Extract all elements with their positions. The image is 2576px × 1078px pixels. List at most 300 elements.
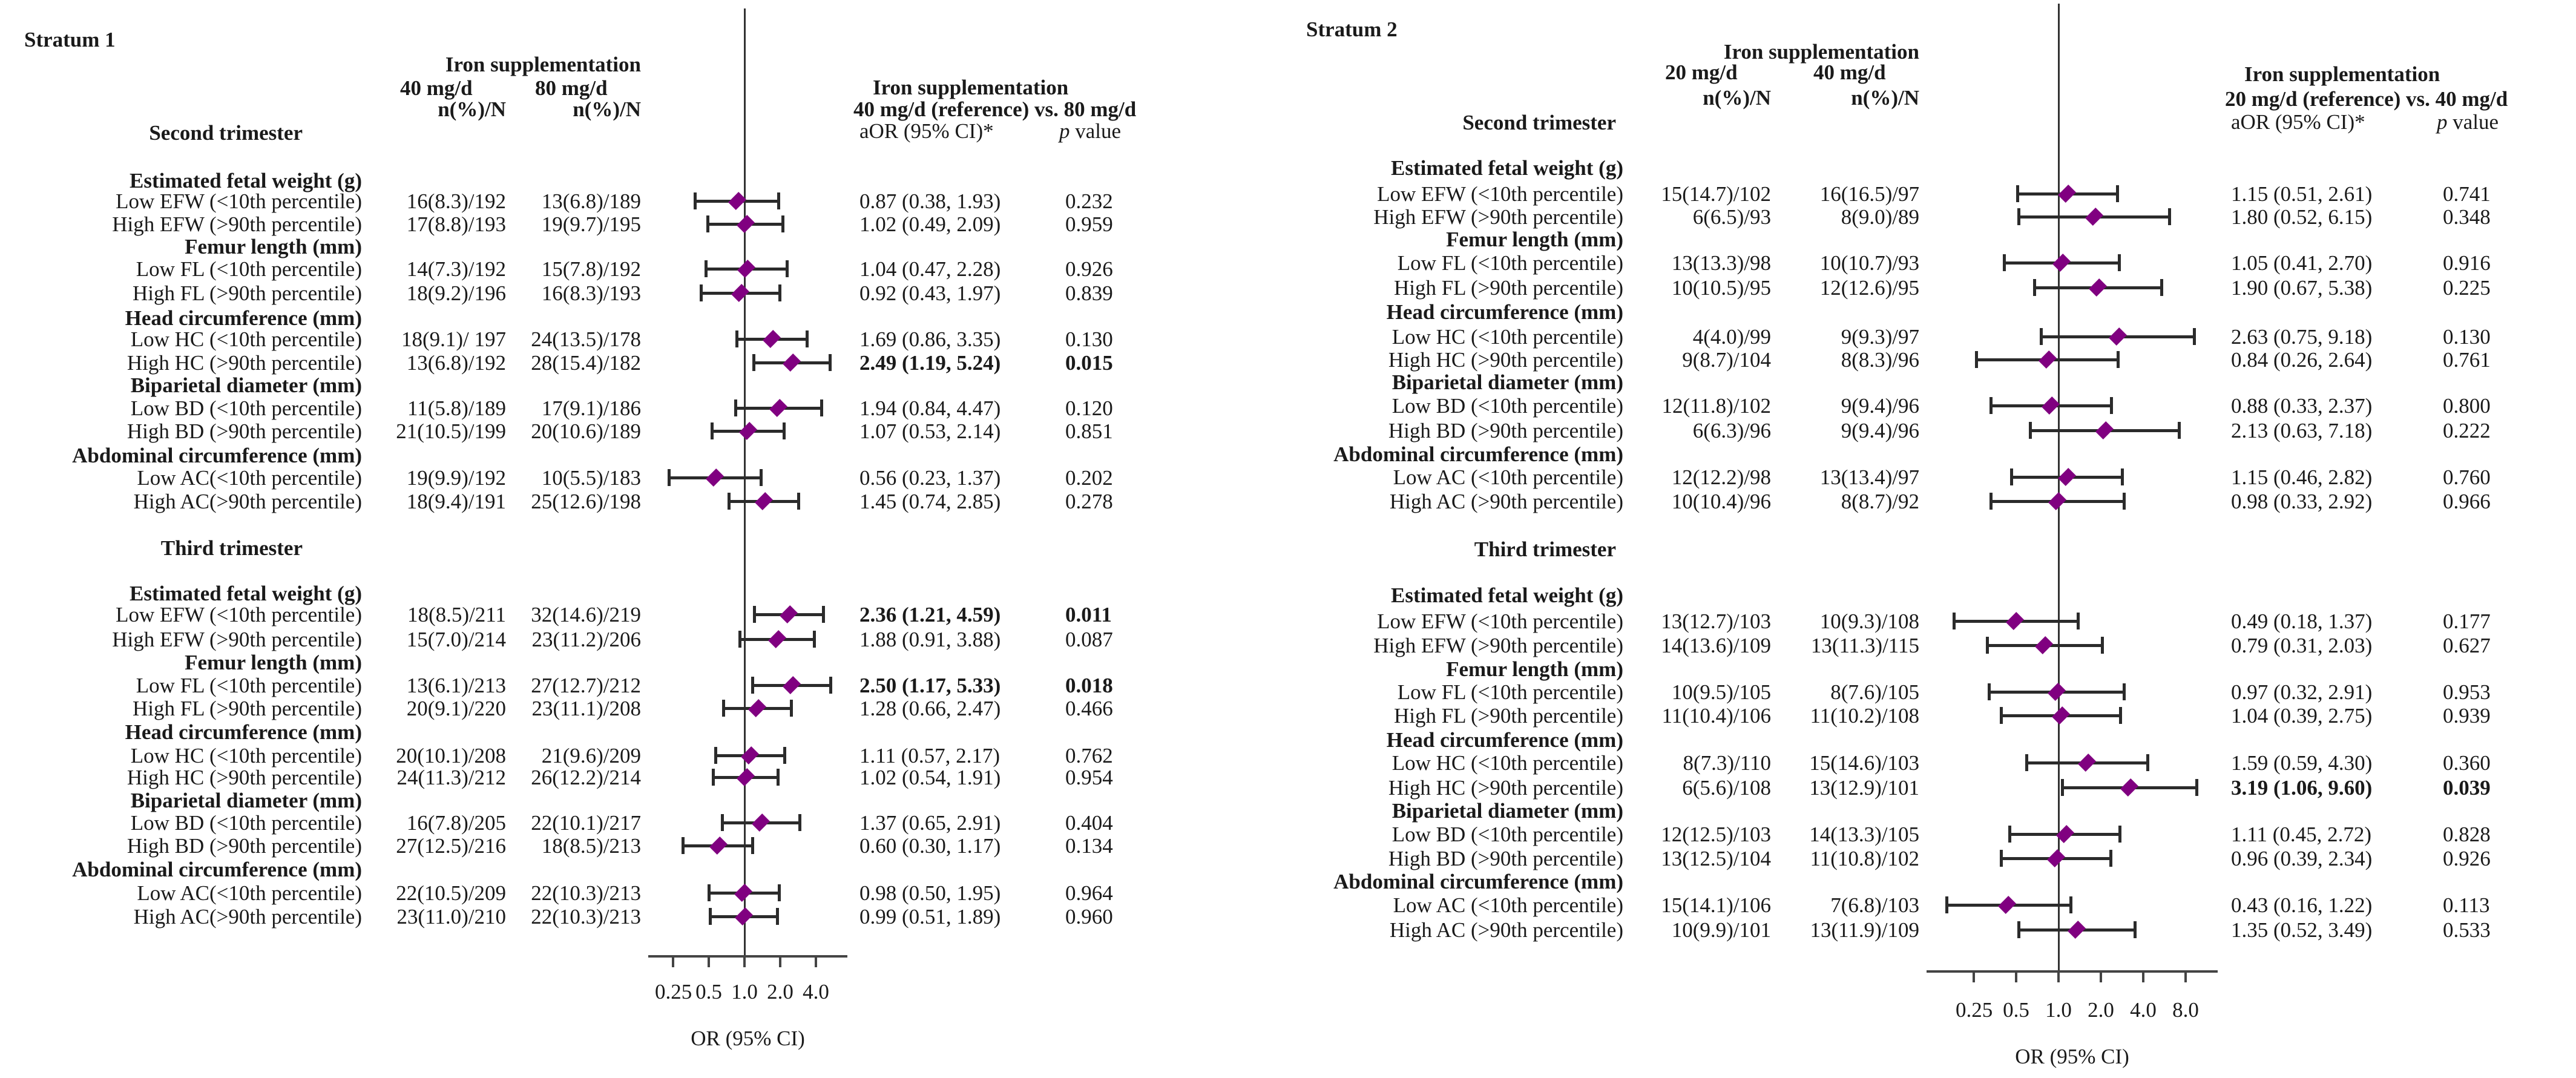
- count-column-b: 8(7.6)/105: [1830, 680, 1919, 704]
- row-label: High AC(>90th percentile): [133, 490, 362, 513]
- row-label: High BD (>90th percentile): [1388, 419, 1623, 442]
- x-tick: [815, 956, 817, 967]
- count-column-b: 22(10.1)/217: [531, 811, 641, 835]
- section-title: Third trimester: [160, 536, 303, 560]
- x-tick: [672, 956, 674, 967]
- ci-cap: [2110, 397, 2113, 414]
- dose-column-b-header: 80 mg/d: [535, 76, 608, 100]
- row-label: High EFW (>90th percentile): [112, 628, 362, 651]
- measure-group-header: Head circumference (mm): [1386, 300, 1623, 324]
- measure-group-header: Femur length (mm): [185, 235, 362, 258]
- count-column-b: 23(11.2)/206: [531, 628, 641, 651]
- aor-ci-value: 1.37 (0.65, 2.91): [859, 811, 1001, 835]
- stratum-title: Stratum 1: [24, 28, 116, 51]
- ci-cap: [2117, 351, 2120, 368]
- count-column-b: 8(8.3)/96: [1841, 348, 1919, 372]
- column-a-subheader: n(%)/N: [438, 97, 506, 121]
- p-value: 0.839: [1065, 281, 1113, 305]
- section-title: Second trimester: [1462, 111, 1616, 134]
- reference-line: [2058, 4, 2060, 971]
- aor-ci-value: 1.35 (0.52, 3.49): [2231, 918, 2373, 942]
- row-label: Low HC (<10th percentile): [130, 744, 362, 767]
- ci-cap: [722, 700, 725, 717]
- p-value: 0.964: [1065, 881, 1113, 905]
- x-tick: [2057, 971, 2060, 982]
- p-value: 0.113: [2443, 893, 2490, 917]
- row-label: Low AC (<10th percentile): [1393, 893, 1623, 917]
- p-value: 0.926: [2443, 847, 2491, 870]
- p-value: 0.959: [1065, 212, 1113, 236]
- p-value: 0.851: [1065, 419, 1113, 443]
- x-tick-label: 0.25: [655, 980, 692, 1004]
- ci-cap: [2123, 683, 2126, 700]
- x-tick: [2100, 971, 2102, 982]
- ci-cap: [2195, 779, 2198, 796]
- ci-cap: [2134, 921, 2137, 938]
- p-value: 0.761: [2443, 348, 2491, 372]
- ci-cap: [2121, 468, 2124, 485]
- p-value: 0.120: [1065, 396, 1113, 420]
- ci-cap: [2017, 208, 2020, 225]
- ci-cap: [813, 631, 816, 648]
- ci-cap: [711, 422, 714, 439]
- p-value: 0.202: [1065, 466, 1113, 490]
- count-column-a: 18(9.4)/191: [406, 490, 506, 513]
- row-label: High FL (>90th percentile): [1393, 704, 1623, 728]
- p-value: 0.953: [2443, 680, 2491, 704]
- ci-cap: [2029, 422, 2032, 439]
- aor-ci-value: 0.84 (0.26, 2.64): [2231, 348, 2373, 372]
- p-value: 0.130: [1065, 327, 1113, 351]
- x-tick: [1973, 971, 1975, 982]
- count-column-a: 22(10.5)/209: [396, 881, 506, 905]
- measure-group-header: Femur length (mm): [1446, 228, 1623, 251]
- count-column-a: 12(12.5)/103: [1661, 823, 1771, 846]
- count-column-b: 27(12.7)/212: [531, 674, 641, 697]
- row-label: High BD (>90th percentile): [1388, 847, 1623, 870]
- x-tick: [2184, 971, 2187, 982]
- aor-ci-value: 0.43 (0.16, 1.22): [2231, 893, 2373, 917]
- count-column-b: 14(13.3)/105: [1809, 823, 1919, 846]
- count-column-a: 6(6.3)/96: [1692, 419, 1771, 442]
- ci-cap: [694, 192, 697, 209]
- count-column-b: 22(10.3)/213: [531, 905, 641, 928]
- aor-ci-value: 1.59 (0.59, 4.30): [2231, 751, 2373, 775]
- x-tick: [2015, 971, 2017, 982]
- count-column-b: 10(5.5)/183: [541, 466, 641, 490]
- ci-cap: [798, 814, 801, 831]
- aor-ci-value: 1.05 (0.41, 2.70): [2231, 251, 2373, 275]
- ci-cap: [2016, 185, 2019, 202]
- aor-ci-value: 2.13 (0.63, 7.18): [2231, 419, 2373, 442]
- ci-cap: [712, 769, 715, 786]
- row-label: High FL (>90th percentile): [132, 697, 362, 720]
- aor-ci-value: 1.15 (0.46, 2.82): [2231, 465, 2373, 489]
- ci-cap: [752, 354, 755, 371]
- x-tick-label: 8.0: [2172, 998, 2199, 1022]
- p-value: 0.404: [1065, 811, 1113, 835]
- row-label: Low EFW (<10th percentile): [1377, 182, 1623, 206]
- x-axis-title: OR (95% CI): [691, 1027, 805, 1050]
- row-label: High HC (>90th percentile): [126, 351, 362, 375]
- ci-cap: [790, 700, 793, 717]
- p-value: 0.177: [2443, 610, 2491, 633]
- aor-ci-value: 0.87 (0.38, 1.93): [859, 189, 1001, 213]
- p-value: 0.762: [1065, 744, 1113, 767]
- aor-ci-value: 0.98 (0.50, 1.95): [859, 881, 1001, 905]
- ci-cap: [2118, 254, 2121, 271]
- count-column-a: 12(11.8)/102: [1661, 394, 1771, 418]
- ci-cap: [760, 469, 763, 486]
- count-column-b: 24(13.5)/178: [531, 327, 641, 351]
- ci-cap: [829, 354, 832, 371]
- ci-cap: [2061, 779, 2064, 796]
- measure-group-header: Head circumference (mm): [125, 720, 362, 744]
- ci-cap: [2160, 279, 2163, 296]
- count-column-a: 6(5.6)/108: [1682, 776, 1771, 800]
- count-column-a: 13(12.5)/104: [1661, 847, 1771, 870]
- p-value: 0.232: [1065, 189, 1113, 213]
- p-value: 0.348: [2443, 205, 2491, 229]
- ci-cap: [714, 747, 717, 764]
- column-a-subheader: n(%)/N: [1703, 86, 1771, 110]
- aor-ci-value: 1.80 (0.52, 6.15): [2231, 205, 2373, 229]
- comparison-header: Iron supplementation: [2244, 62, 2440, 86]
- aor-ci-value: 0.49 (0.18, 1.37): [2231, 610, 2373, 633]
- count-column-b: 13(12.9)/101: [1809, 776, 1919, 800]
- ci-cap: [783, 747, 786, 764]
- count-column-b: 13(13.4)/97: [1819, 465, 1919, 489]
- count-column-b: 11(10.2)/108: [1810, 704, 1919, 728]
- count-column-a: 6(6.5)/93: [1692, 205, 1771, 229]
- measure-group-header: Biparietal diameter (mm): [130, 373, 362, 397]
- x-tick-label: 2.0: [767, 980, 794, 1004]
- ci-cap: [777, 769, 780, 786]
- count-column-b: 23(11.1)/208: [531, 697, 641, 720]
- row-label: High EFW (>90th percentile): [1373, 205, 1623, 229]
- ci-cap: [778, 284, 781, 301]
- reference-line: [744, 8, 746, 956]
- count-column-a: 16(8.3)/192: [406, 189, 506, 213]
- ci-cap: [2017, 921, 2020, 938]
- ci-cap: [822, 606, 825, 623]
- count-column-a: 9(8.7)/104: [1682, 348, 1771, 372]
- row-label: Low AC (<10th percentile): [1393, 465, 1623, 489]
- x-tick-label: 0.5: [2003, 998, 2029, 1022]
- ci-cap: [1986, 637, 1989, 654]
- p-value: 0.087: [1065, 628, 1113, 651]
- aor-ci-value: 1.11 (0.45, 2.72): [2231, 823, 2372, 846]
- count-column-a: 23(11.0)/210: [396, 905, 506, 928]
- count-column-a: 13(6.8)/192: [406, 351, 506, 375]
- row-label: Low BD (<10th percentile): [1392, 394, 1623, 418]
- count-column-a: 10(10.5)/95: [1671, 276, 1771, 300]
- ci-cap: [778, 884, 781, 901]
- aor-ci-value: 0.98 (0.33, 2.92): [2231, 490, 2373, 513]
- count-column-b: 19(9.7)/195: [541, 212, 641, 236]
- row-label: Low AC(<10th percentile): [137, 881, 362, 905]
- ci-cap: [2109, 850, 2112, 867]
- p-value: 0.278: [1065, 490, 1113, 513]
- row-label: Low HC (<10th percentile): [1392, 751, 1623, 775]
- row-label: Low AC(<10th percentile): [137, 466, 362, 490]
- aor-ci-value: 1.28 (0.66, 2.47): [859, 697, 1001, 720]
- column-b-subheader: n(%)/N: [1851, 86, 1919, 110]
- stratum-title: Stratum 2: [1306, 18, 1398, 41]
- p-value: 0.627: [2443, 634, 2491, 657]
- ci-cap: [706, 215, 709, 232]
- count-column-b: 26(12.2)/214: [531, 766, 641, 789]
- ci-cap: [2116, 185, 2119, 202]
- measure-group-header: Head circumference (mm): [1386, 728, 1623, 752]
- ci-cap: [2123, 493, 2126, 510]
- count-column-a: 16(7.8)/205: [406, 811, 506, 835]
- x-tick: [2142, 971, 2144, 982]
- row-label: Low EFW (<10th percentile): [116, 603, 362, 626]
- ci-cap: [728, 493, 731, 510]
- measure-group-header: Abdominal circumference (mm): [72, 444, 362, 467]
- aor-ci-value: 3.19 (1.06, 9.60): [2231, 776, 2373, 800]
- aor-ci-value: 2.49 (1.19, 5.24): [859, 351, 1001, 375]
- x-axis-title: OR (95% CI): [2015, 1045, 2129, 1068]
- row-label: High EFW (>90th percentile): [1373, 634, 1623, 657]
- p-value: 0.926: [1065, 257, 1113, 281]
- ci-cap: [738, 631, 741, 648]
- count-column-b: 8(9.0)/89: [1841, 205, 1919, 229]
- count-column-b: 13(6.8)/189: [541, 189, 641, 213]
- count-column-b: 10(9.3)/108: [1819, 610, 1919, 633]
- count-column-a: 18(8.5)/211: [407, 603, 506, 626]
- ci-cap: [751, 677, 754, 694]
- count-column-a: 13(6.1)/213: [406, 674, 506, 697]
- count-column-b: 17(9.1)/186: [541, 396, 641, 420]
- dose-column-b-header: 40 mg/d: [1813, 61, 1886, 84]
- p-value: 0.360: [2443, 751, 2491, 775]
- count-column-b: 18(8.5)/213: [541, 834, 641, 858]
- measure-group-header: Biparietal diameter (mm): [1392, 799, 1623, 823]
- p-value: 0.225: [2443, 276, 2491, 300]
- ci-cap: [1990, 397, 1993, 414]
- x-axis: [648, 955, 847, 958]
- column-b-subheader: n(%)/N: [573, 97, 641, 121]
- ci-cap: [2025, 754, 2028, 771]
- count-column-a: 15(14.1)/106: [1661, 893, 1771, 917]
- p-value: 0.130: [2443, 325, 2491, 349]
- ci-cap: [777, 192, 780, 209]
- ci-cap: [2033, 279, 2036, 296]
- count-column-a: 10(9.9)/101: [1671, 918, 1771, 942]
- ci-cap: [1953, 613, 1956, 629]
- ci-cap: [2040, 328, 2043, 345]
- p-value: 0.939: [2443, 704, 2491, 728]
- count-column-a: 20(9.1)/220: [406, 697, 506, 720]
- aor-ci-value: 0.96 (0.39, 2.34): [2231, 847, 2373, 870]
- x-tick-label: 0.25: [1956, 998, 1993, 1022]
- p-value: 0.966: [2443, 490, 2491, 513]
- x-tick-label: 4.0: [803, 980, 829, 1004]
- row-label: Low FL (<10th percentile): [1397, 251, 1623, 275]
- ci-cap: [2118, 826, 2121, 843]
- x-tick-label: 1.0: [731, 980, 758, 1004]
- ci-cap: [734, 399, 737, 416]
- aor-ci-value: 1.90 (0.67, 5.38): [2231, 276, 2373, 300]
- count-column-b: 12(12.6)/95: [1819, 276, 1919, 300]
- aor-ci-value: 1.88 (0.91, 3.88): [859, 628, 1001, 651]
- ci-cap: [2168, 208, 2171, 225]
- count-column-a: 18(9.2)/196: [406, 281, 506, 305]
- measure-group-header: Biparietal diameter (mm): [1392, 370, 1623, 394]
- ci-cap: [1990, 493, 1993, 510]
- ci-cap: [2010, 468, 2013, 485]
- count-column-b: 7(6.8)/103: [1830, 893, 1919, 917]
- ci-cap: [2069, 896, 2072, 913]
- aor-ci-value: 0.97 (0.32, 2.91): [2231, 680, 2373, 704]
- p-value: 0.760: [2443, 465, 2491, 489]
- row-label: Low HC (<10th percentile): [130, 327, 362, 351]
- row-label: Low BD (<10th percentile): [1392, 823, 1623, 846]
- ci-cap: [2178, 422, 2181, 439]
- aor-ci-value: 1.94 (0.84, 4.47): [859, 396, 1001, 420]
- x-tick-label: 0.5: [695, 980, 722, 1004]
- aor-ci-value: 1.04 (0.47, 2.28): [859, 257, 1001, 281]
- aor-ci-value: 2.36 (1.21, 4.59): [859, 603, 1001, 626]
- ci-cap: [2077, 613, 2080, 629]
- count-column-a: 15(14.7)/102: [1661, 182, 1771, 206]
- ci-cap: [781, 215, 784, 232]
- dose-column-a-header: 20 mg/d: [1665, 61, 1738, 84]
- count-column-b: 8(8.7)/92: [1841, 490, 1919, 513]
- count-column-b: 13(11.9)/109: [1810, 918, 1919, 942]
- ci-cap: [753, 606, 756, 623]
- count-column-a: 12(12.2)/98: [1671, 465, 1771, 489]
- measure-group-header: Femur length (mm): [185, 651, 362, 674]
- row-label: High AC (>90th percentile): [1389, 490, 1623, 513]
- p-value: 0.134: [1065, 834, 1113, 858]
- p-value: 0.916: [2443, 251, 2491, 275]
- row-label: Low BD (<10th percentile): [130, 811, 362, 835]
- count-column-a: 14(13.6)/109: [1661, 634, 1771, 657]
- row-label: High HC (>90th percentile): [126, 766, 362, 789]
- x-tick-label: 1.0: [2045, 998, 2072, 1022]
- count-column-a: 14(7.3)/192: [406, 257, 506, 281]
- count-column-b: 9(9.4)/96: [1841, 394, 1919, 418]
- count-column-b: 20(10.6)/189: [531, 419, 641, 443]
- aor-ci-value: 0.56 (0.23, 1.37): [859, 466, 1001, 490]
- ci-cap: [2119, 707, 2122, 724]
- section-title: Third trimester: [1474, 537, 1616, 561]
- ci-cap: [820, 399, 823, 416]
- measure-group-header: Abdominal circumference (mm): [1333, 870, 1623, 893]
- group-header: Iron supplementation: [1723, 40, 1919, 64]
- aor-ci-value: 1.04 (0.39, 2.75): [2231, 704, 2373, 728]
- aor-ci-value: 1.11 (0.57, 2.17): [859, 744, 1000, 767]
- count-column-b: 25(12.6)/198: [531, 490, 641, 513]
- p-value: 0.015: [1065, 351, 1113, 375]
- ci-cap: [721, 814, 724, 831]
- count-column-a: 13(13.3)/98: [1671, 251, 1771, 275]
- row-label: High FL (>90th percentile): [132, 281, 362, 305]
- count-column-a: 8(7.3)/110: [1683, 751, 1771, 775]
- row-label: High BD (>90th percentile): [126, 419, 362, 443]
- x-tick: [708, 956, 710, 967]
- ci-cap: [2000, 707, 2003, 724]
- ci-cap: [776, 908, 779, 925]
- count-column-b: 22(10.3)/213: [531, 881, 641, 905]
- dose-column-a-header: 40 mg/d: [400, 76, 473, 100]
- aor-ci-value: 0.99 (0.51, 1.89): [859, 905, 1001, 928]
- row-label: Low EFW (<10th percentile): [1377, 610, 1623, 633]
- ci-cap: [2003, 254, 2006, 271]
- x-axis: [1927, 970, 2218, 973]
- row-label: Low BD (<10th percentile): [130, 396, 362, 420]
- group-header: Iron supplementation: [445, 53, 641, 76]
- aor-ci-value: 2.63 (0.75, 9.18): [2231, 325, 2373, 349]
- row-label: Low HC (<10th percentile): [1392, 325, 1623, 349]
- p-value: 0.954: [1065, 766, 1113, 789]
- x-tick: [779, 956, 781, 967]
- count-column-a: 18(9.1)/ 197: [401, 327, 506, 351]
- count-column-b: 28(15.4)/182: [531, 351, 641, 375]
- count-column-a: 10(10.4)/96: [1671, 490, 1771, 513]
- aor-ci-value: 1.69 (0.86, 3.35): [859, 327, 1001, 351]
- row-label: Low FL (<10th percentile): [1397, 680, 1623, 704]
- ci-cap: [668, 469, 671, 486]
- p-value-column-header: p value: [1059, 119, 1122, 143]
- count-column-b: 9(9.4)/96: [1841, 419, 1919, 442]
- ci-cap: [1945, 896, 1948, 913]
- comparison-subheader: 40 mg/d (reference) vs. 80 mg/d: [853, 97, 1137, 121]
- count-column-a: 13(12.7)/103: [1661, 610, 1771, 633]
- row-label: High AC (>90th percentile): [1389, 918, 1623, 942]
- p-value: 0.466: [1065, 697, 1113, 720]
- x-tick-label: 4.0: [2130, 998, 2157, 1022]
- count-column-a: 19(9.9)/192: [406, 466, 506, 490]
- count-column-a: 10(9.5)/105: [1671, 680, 1771, 704]
- count-column-a: 24(11.3)/212: [396, 766, 506, 789]
- measure-group-header: Biparietal diameter (mm): [130, 789, 362, 812]
- row-label: Low FL (<10th percentile): [136, 257, 362, 281]
- p-value: 0.828: [2443, 823, 2491, 846]
- p-value: 0.800: [2443, 394, 2491, 418]
- p-value-column-header: p value: [2437, 110, 2499, 134]
- count-column-b: 10(10.7)/93: [1819, 251, 1919, 275]
- ci-cap: [709, 908, 712, 925]
- count-column-b: 16(8.3)/193: [541, 281, 641, 305]
- count-column-a: 4(4.0)/99: [1692, 325, 1771, 349]
- p-value: 0.533: [2443, 918, 2491, 942]
- measure-group-header: Estimated fetal weight (g): [1391, 156, 1623, 180]
- row-label: High HC (>90th percentile): [1388, 348, 1623, 372]
- row-label: High BD (>90th percentile): [126, 834, 362, 858]
- aor-ci-value: 0.88 (0.33, 2.37): [2231, 394, 2373, 418]
- measure-group-header: Abdominal circumference (mm): [72, 858, 362, 881]
- ci-cap: [806, 330, 809, 347]
- ci-cap: [2101, 637, 2104, 654]
- ci-cap: [1988, 683, 1991, 700]
- count-column-b: 9(9.3)/97: [1841, 325, 1919, 349]
- measure-group-header: Abdominal circumference (mm): [1333, 442, 1623, 466]
- ci-cap: [783, 422, 786, 439]
- count-column-b: 15(14.6)/103: [1809, 751, 1919, 775]
- ci-cap: [797, 493, 800, 510]
- count-column-a: 11(10.4)/106: [1661, 704, 1771, 728]
- count-column-a: 17(8.8)/193: [406, 212, 506, 236]
- p-value: 0.039: [2443, 776, 2491, 800]
- section-title: Second trimester: [149, 121, 303, 145]
- ci-cap: [1975, 351, 1978, 368]
- aor-ci-value: 1.15 (0.51, 2.61): [2231, 182, 2373, 206]
- count-column-a: 27(12.5)/216: [396, 834, 506, 858]
